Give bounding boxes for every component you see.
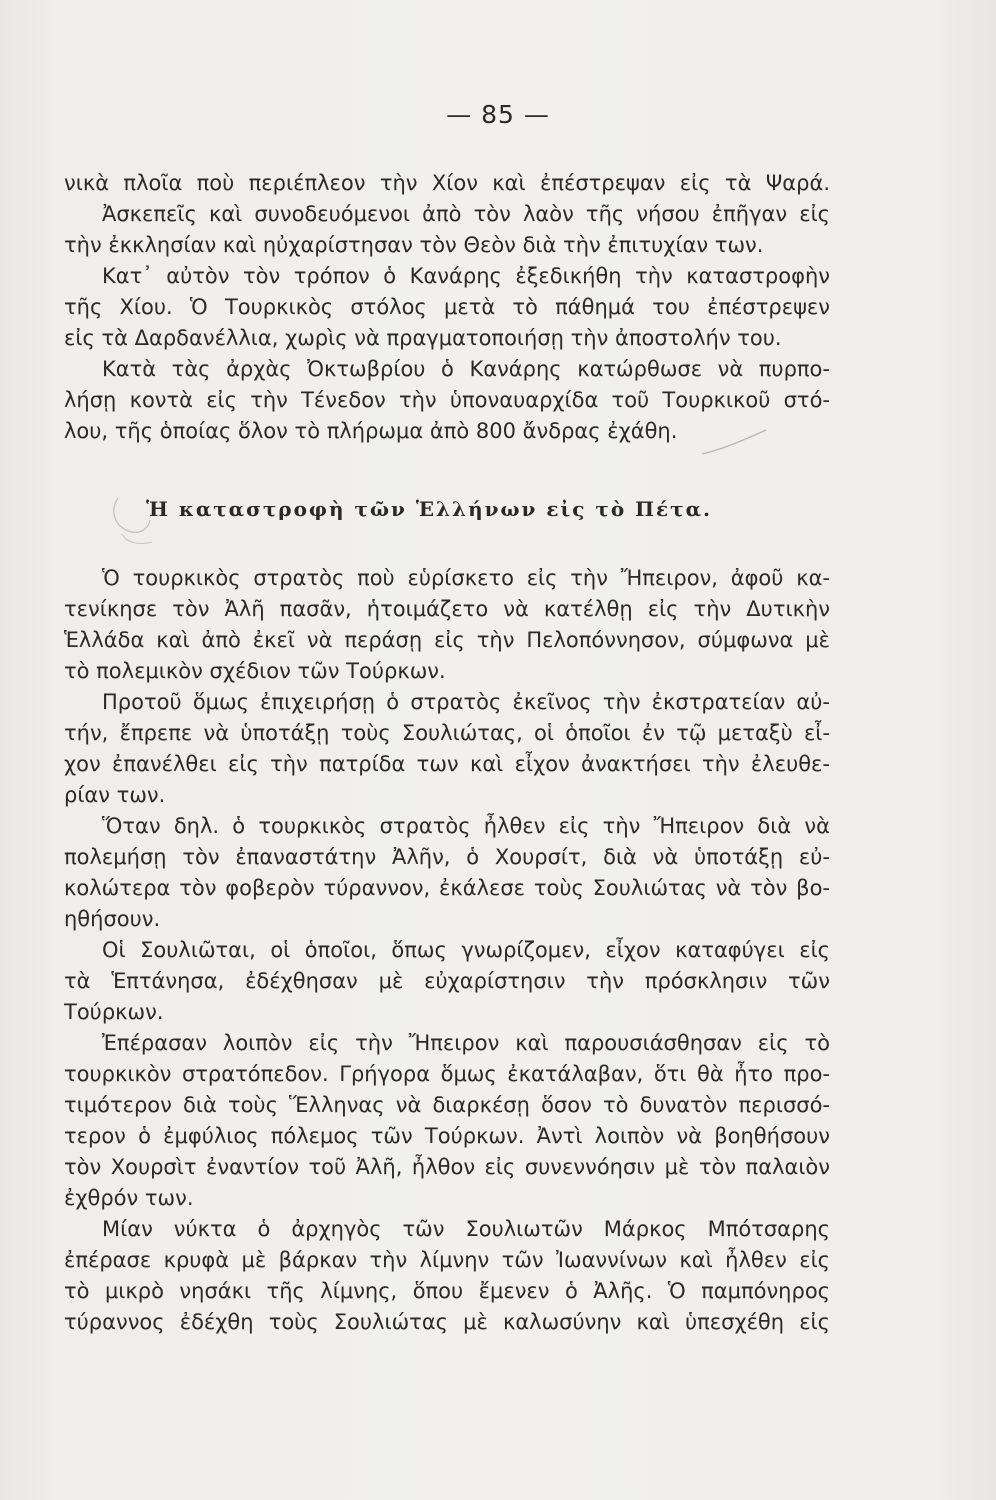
- text-line: Ὅταν δηλ. ὁ τουρκικὸς στρατὸς ἦλθεν εἰς τὴν Ἤπειρον διὰ νὰ: [102, 814, 830, 838]
- text-line: Ὁ τουρκικὸς στρατὸς ποὺ εὑρίσκετο εἰς τὴν Ἤπειρον, ἀφοῦ κα-: [102, 566, 830, 590]
- text-line: τὸ μικρὸ νησάκι τῆς λίμνης, ὅπου ἔμενεν ὁ Ἀλῆς. Ὁ παμπόνηρος: [64, 1279, 830, 1303]
- text-line: Κατὰ τὰς ἀρχὰς Ὀκτωβρίου ὁ Κανάρης κατώρθωσε νὰ πυρπο-: [102, 357, 830, 381]
- text-line: τῆς Χίου. Ὁ Τουρκικὸς στόλος μετὰ τὸ πάθημά του ἐπέστρεψεν: [64, 295, 830, 319]
- text-line: ηθήσουν.: [64, 907, 161, 931]
- text-line: Τούρκων.: [64, 1000, 164, 1024]
- text-line: κολώτερα τὸν φοβερὸν τύραννον, ἐκάλεσε τοὺς Σουλιώτας νὰ τὸν βο-: [64, 876, 830, 900]
- text-line: ἐπέρασε κρυφὰ μὲ βάρκαν τὴν λίμνην τῶν Ἰωαννίνων καὶ ἦλθεν εἰς: [64, 1248, 830, 1272]
- text-line: Μίαν νύκτα ὁ ἀρχηγὸς τῶν Σουλιωτῶν Μάρκος Μπότσαρης: [102, 1217, 830, 1241]
- text-line: νικὰ πλοῖα ποὺ περιέπλεον τὴν Χίον καὶ ἐπέστρεψαν εἰς τὰ Ψαρά.: [64, 171, 830, 195]
- page-number: — 85 —: [446, 100, 550, 129]
- text-line: Ἀσκεπεῖς καὶ συνοδευόμενοι ἀπὸ τὸν λαὸν τῆς νήσου ἐπῆγαν εἰς: [102, 202, 830, 226]
- text-line: Οἱ Σουλιῶται, οἱ ὁποῖοι, ὅπως γνωρίζομεν, εἶχον καταφύγει εἰς: [102, 938, 830, 962]
- text-line: ρίαν των.: [64, 783, 166, 807]
- pencil-annotation-mark: [700, 420, 770, 460]
- text-line: χον ἐπανέλθει εἰς τὴν πατρίδα των καὶ εἶχον ἀνακτήσει τὴν ἐλευθε-: [64, 752, 830, 776]
- text-block-bottom: [64, 563, 830, 1338]
- text-line: τενίκησε τὸν Ἀλῆ πασᾶν, ἡτοιμάζετο νὰ κατέλθῃ εἰς τὴν Δυτικὴν: [64, 597, 830, 621]
- text-line: τύραννος ἐδέχθη τοὺς Σουλιώτας μὲ καλωσύνην καὶ ὑπεσχέθη εἰς: [64, 1310, 830, 1334]
- text-line: τὸν Χουρσὶτ ἐναντίον τοῦ Ἀλῆ, ἦλθον εἰς συνεννόησιν μὲ τὸν παλαιὸν: [64, 1155, 830, 1179]
- text-line: λου, τῆς ὁποίας ὅλον τὸ πλήρωμα ἀπὸ 800 ἄνδρας ἐχάθη.: [64, 419, 678, 443]
- text-line: Κατ᾽ αὐτὸν τὸν τρόπον ὁ Κανάρης ἐξεδικήθη τὴν καταστροφὴν: [102, 264, 830, 288]
- text-line: τουρκικὸν στρατόπεδον. Γρήγορα ὅμως ἐκατάλαβαν, ὅτι θὰ ἦτο προ-: [64, 1062, 830, 1086]
- text-line: Ἑλλάδα καὶ ἀπὸ ἐκεῖ νὰ περάσῃ εἰς τὴν Πελοπόννησον, σύμφωνα μὲ: [64, 628, 830, 652]
- text-line: τὰ Ἑπτάνησα, ἐδέχθησαν μὲ εὐχαρίστησιν τὴν πρόσκλησιν τῶν: [64, 969, 830, 993]
- text-line: πολεμήσῃ τὸν ἐπαναστάτην Ἀλῆν, ὁ Χουρσίτ, διὰ νὰ ὑποτάξῃ εὐ-: [64, 845, 830, 869]
- text-line: λήσῃ κοντὰ εἰς τὴν Τένεδον τὴν ὑποναυαρχίδα τοῦ Τουρκικοῦ στό-: [64, 388, 830, 412]
- text-line: Προτοῦ ὅμως ἐπιχειρήσῃ ὁ στρατὸς ἐκεῖνος τὴν ἐκστρατείαν αὐ-: [102, 690, 830, 714]
- section-heading: Ἡ καταστροφὴ τῶν Ἑλλήνων εἰς τὸ Πέτα.: [146, 497, 712, 521]
- text-line: τὴν ἐκκλησίαν καὶ ηὐχαρίστησαν τὸν Θεὸν διὰ τὴν ἐπιτυχίαν των.: [64, 233, 764, 257]
- text-line: τήν, ἔπρεπε νὰ ὑποτάξῃ τοὺς Σουλιώτας, οἱ ὁποῖοι ἐν τῷ μεταξὺ εἶ-: [64, 721, 830, 745]
- text-line: τερον ὁ ἐμφύλιος πόλεμος τῶν Τούρκων. Ἀντὶ λοιπὸν νὰ βοηθήσουν: [64, 1124, 830, 1148]
- text-block-top: [64, 168, 830, 447]
- text-line: ἐχθρόν των.: [64, 1186, 194, 1210]
- text-line: τὸ πολεμικὸν σχέδιον τῶν Τούρκων.: [64, 659, 446, 683]
- text-line: Ἐπέρασαν λοιπὸν εἰς τὴν Ἤπειρον καὶ παρουσιάσθησαν εἰς τὸ: [102, 1031, 830, 1055]
- text-line: εἰς τὰ Δαρδανέλλια, χωρὶς νὰ πραγματοποιήσῃ τὴν ἀποστολήν του.: [64, 326, 782, 350]
- text-line: τιμότερον διὰ τοὺς Ἕλληνας νὰ διαρκέσῃ ὅσον τὸ δυνατὸν περισσό-: [64, 1093, 830, 1117]
